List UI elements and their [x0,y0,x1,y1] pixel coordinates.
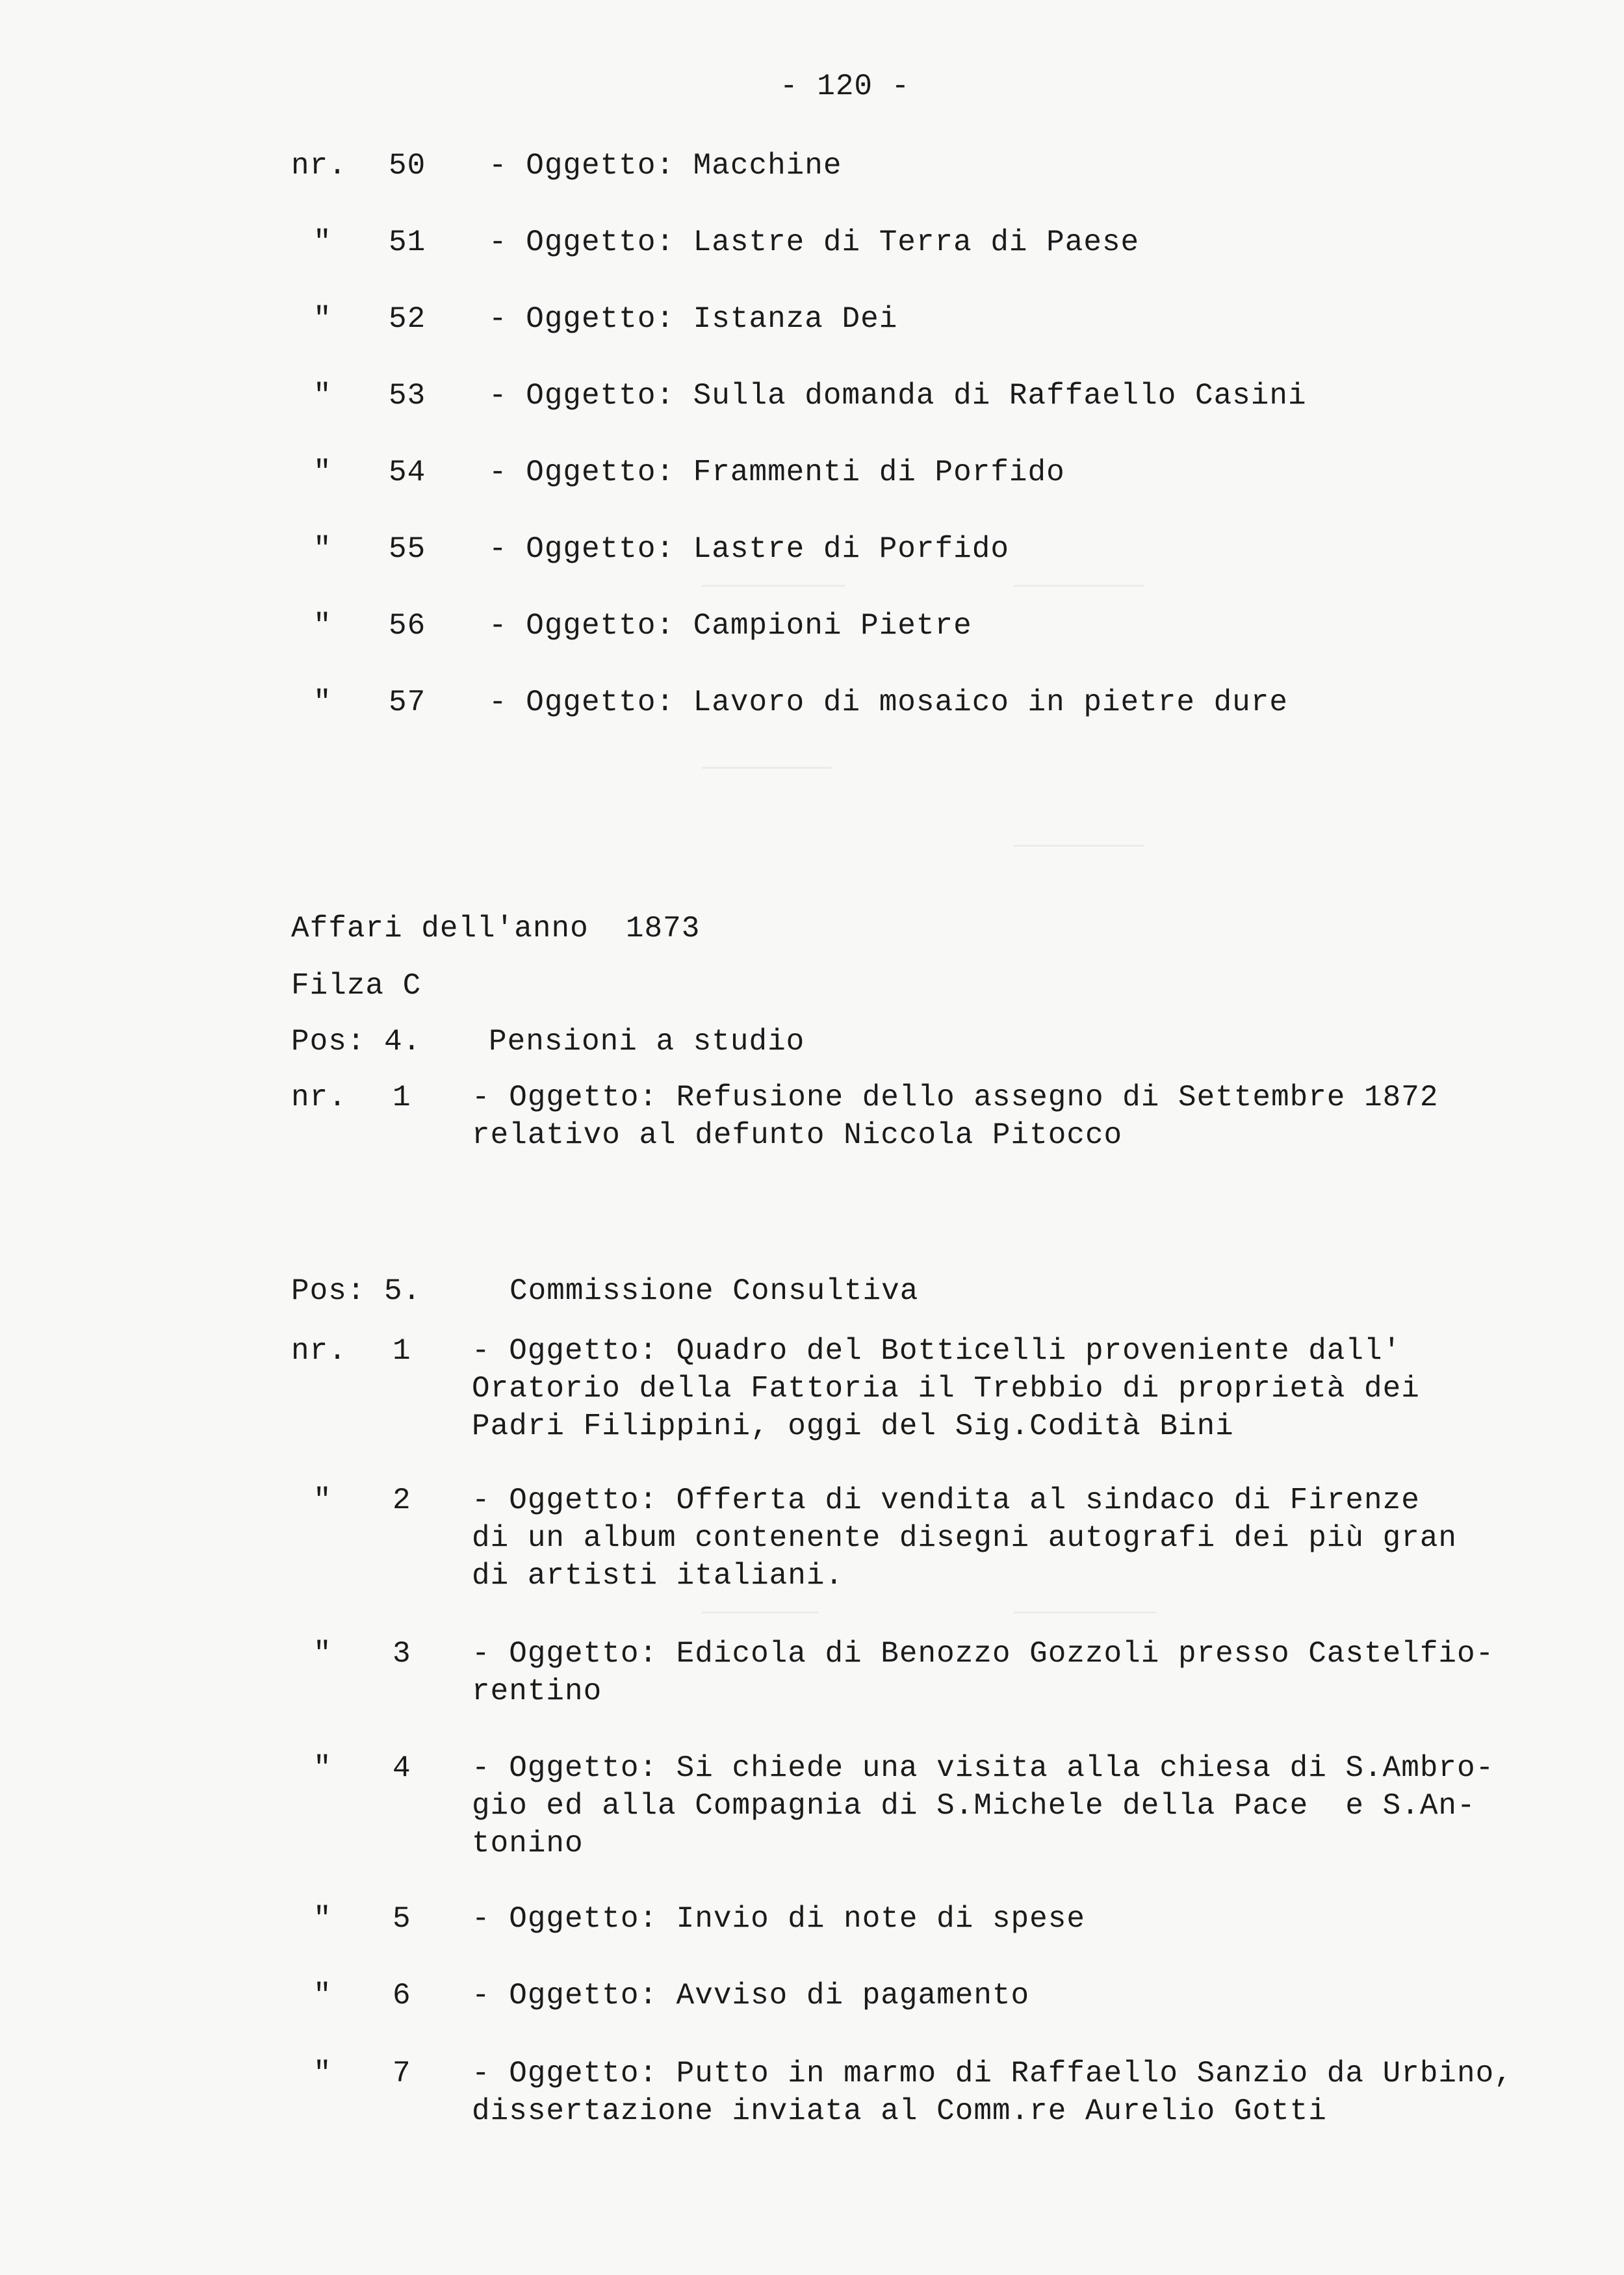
entry-number: 50 [389,149,426,183]
ditto-mark: " [313,302,332,336]
section-title: Pensioni a studio [489,1025,805,1059]
entry-marker: nr. [291,1334,347,1368]
ditto-mark: " [313,1751,332,1785]
entry-text-line: dissertazione inviata al Comm.re Aurelio Gotti [472,2094,1327,2128]
entry-number: 2 [393,1484,411,1517]
entry-text-line: - Oggetto: Avviso di pagamento [472,1979,1030,2012]
entry-number: 7 [393,2057,411,2090]
ditto-mark: " [313,456,332,489]
entry-text: - Oggetto: Lavoro di mosaico in pietre dure [489,686,1288,719]
entry-text-line: rentino [472,1675,602,1708]
entry-text-line: - Oggetto: Putto in marmo di Raffaello Sanzio da Urbino, [472,2057,1513,2090]
entry-number: 51 [389,225,426,259]
entry-text-line: gio ed alla Compagnia di S.Michele della Pace e S.An- [472,1789,1476,1823]
page-number: - 120 - [780,70,910,103]
ditto-mark: " [313,2057,332,2090]
entry-text-line: - Oggetto: Invio di note di spese [472,1902,1085,1936]
ditto-mark: " [313,609,332,643]
entry-number: 53 [389,379,426,413]
ditto-mark: " [313,225,332,259]
entry-number: 54 [389,456,426,489]
ditto-mark: " [313,1484,332,1517]
entry-text-line: Oratorio della Fattoria il Trebbio di proprietà dei [472,1372,1420,1406]
entry-text-line: di un album contenente disegni autografi dei più gran [472,1521,1458,1555]
entry-text-line: - Oggetto: Quadro del Botticelli proveniente dall' [472,1334,1402,1368]
entry-text-line: tonino [472,1827,584,1860]
bleed-through-line [702,1612,819,1613]
entry-number: 5 [393,1902,411,1936]
ditto-mark: " [313,379,332,413]
entry-text-line: Padri Filippini, oggi del Sig.Codità Bini [472,1409,1234,1443]
bleed-through-line [1014,585,1144,587]
entry-text-line: di artisti italiani. [472,1559,844,1593]
entry-number: 57 [389,686,426,719]
entry-text: - Oggetto: Istanza Dei [489,302,898,336]
entry-marker: nr. [291,149,347,183]
bleed-through-line [702,767,832,769]
bleed-through-line [1014,1612,1157,1613]
section-title: Commissione Consultiva [509,1274,919,1308]
entry-text: - Oggetto: Campioni Pietre [489,609,972,643]
entry-number: 1 [393,1081,411,1114]
entry-text-line: - Oggetto: Refusione dello assegno di Settembre 1872 [472,1081,1439,1114]
entry-text-line: - Oggetto: Offerta di vendita al sindaco di Firenze [472,1484,1420,1517]
entry-number: 4 [393,1751,411,1785]
bleed-through-line [702,585,845,587]
filza-label: Filza C [291,969,422,1003]
entry-number: 52 [389,302,426,336]
ditto-mark: " [313,1902,332,1936]
entry-number: 56 [389,609,426,643]
ditto-mark: " [313,686,332,719]
entry-marker: nr. [291,1081,347,1114]
entry-text-line: relativo al defunto Niccola Pitocco [472,1118,1123,1152]
ditto-mark: " [313,532,332,566]
entry-text: - Oggetto: Macchine [489,149,842,183]
entry-text-line: - Oggetto: Edicola di Benozzo Gozzoli presso Castelfio- [472,1637,1495,1671]
entry-text: - Oggetto: Lastre di Porfido [489,532,1009,566]
bleed-through-line [1014,845,1144,847]
ditto-mark: " [313,1979,332,2012]
position-label: Pos: 5. [291,1274,422,1308]
entry-text: - Oggetto: Frammenti di Porfido [489,456,1065,489]
entry-number: 3 [393,1637,411,1671]
position-label: Pos: 4. [291,1025,422,1059]
entry-number: 1 [393,1334,411,1368]
ditto-mark: " [313,1637,332,1671]
entry-text: - Oggetto: Sulla domanda di Raffaello Casini [489,379,1307,413]
entry-number: 6 [393,1979,411,2012]
entry-text-line: - Oggetto: Si chiede una visita alla chiesa di S.Ambro- [472,1751,1495,1785]
entry-text: - Oggetto: Lastre di Terra di Paese [489,225,1140,259]
entry-number: 55 [389,532,426,566]
affari-year-line: Affari dell'anno 1873 [291,912,701,945]
